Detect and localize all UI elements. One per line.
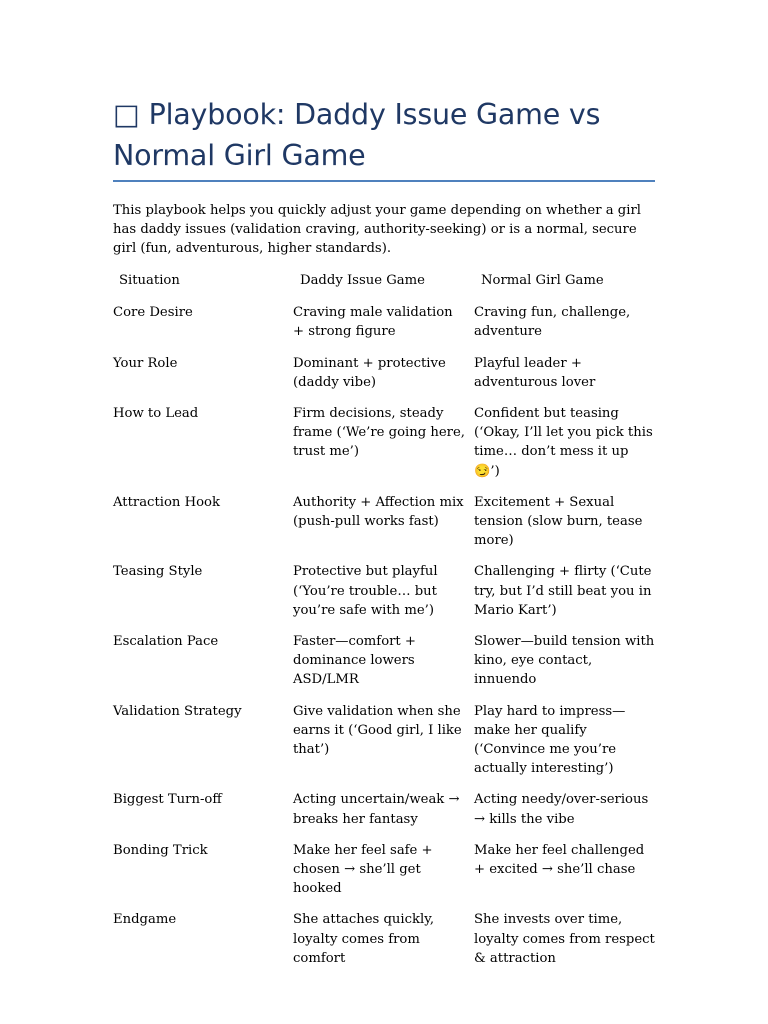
row-daddy-issue-cell: Make her feel safe + chosen → she’ll get hooked bbox=[293, 842, 433, 897]
playbook-table bbox=[113, 271, 663, 968]
row-normal-girl-cell: Play hard to impress—make her qualify (‘Convince me you’re actually interesting’) bbox=[474, 703, 626, 777]
row-situation-cell: Your Role bbox=[113, 355, 178, 371]
row-daddy-issue-cell: Give validation when she earns it (‘Good girl, I like that’) bbox=[293, 703, 462, 758]
header-situation: Situation bbox=[119, 273, 180, 288]
header-daddy-issue-game: Daddy Issue Game bbox=[300, 273, 425, 288]
row-normal-girl-cell: Acting needy/over-serious → kills the vibe bbox=[474, 792, 649, 827]
title-underline-rule bbox=[113, 180, 655, 182]
row-normal-girl-cell: Challenging + flirty (‘Cute try, but I’d still beat you in Mario Kart’) bbox=[474, 564, 652, 618]
table-row bbox=[113, 632, 663, 690]
table-row bbox=[113, 702, 663, 779]
table-row bbox=[113, 790, 663, 828]
row-daddy-issue-cell: Dominant + protective (daddy vibe) bbox=[293, 355, 446, 390]
row-normal-girl-cell: Make her feel challenged + excited → she’ll chase bbox=[474, 842, 645, 878]
table-row bbox=[113, 562, 663, 620]
row-situation-cell: Core Desire bbox=[113, 305, 193, 321]
table-row bbox=[113, 354, 663, 392]
row-situation-cell: Endgame bbox=[113, 912, 177, 928]
row-daddy-issue-cell: Firm decisions, steady frame (‘We’re going here, trust me’) bbox=[293, 406, 465, 460]
row-situation-cell: How to Lead bbox=[113, 406, 199, 422]
row-normal-girl-cell: Confident but teasing (‘Okay, I’ll let you pick this time… don’t mess it up 😏’) bbox=[474, 406, 653, 479]
row-normal-girl-cell: Craving fun, challenge, adventure bbox=[474, 305, 631, 340]
row-normal-girl-cell: She invests over time, loyalty comes from respect & attraction bbox=[474, 912, 655, 966]
row-daddy-issue-cell: Faster—comfort + dominance lowers ASD/LMR bbox=[293, 634, 416, 688]
table-row bbox=[113, 841, 663, 899]
row-situation-cell: Attraction Hook bbox=[113, 494, 220, 510]
table-row bbox=[113, 303, 663, 341]
row-daddy-issue-cell: She attaches quickly, loyalty comes from comfort bbox=[293, 912, 435, 966]
row-normal-girl-cell: Excitement + Sexual tension (slow burn, tease more) bbox=[474, 494, 643, 549]
table-header-row bbox=[113, 271, 663, 290]
row-daddy-issue-cell: Acting uncertain/weak → breaks her fantasy bbox=[293, 792, 460, 827]
row-daddy-issue-cell: Authority + Affection mix (push-pull works fast) bbox=[293, 494, 464, 530]
row-situation-cell: Teasing Style bbox=[113, 564, 203, 580]
row-situation-cell: Bonding Trick bbox=[113, 842, 208, 858]
header-normal-girl-game: Normal Girl Game bbox=[481, 273, 604, 288]
row-situation-cell: Validation Strategy bbox=[113, 703, 242, 719]
intro-paragraph: This playbook helps you quickly adjust your game depending on whether a girl has daddy issues (validation craving, authority-seeking) or is a normal, secure girl (fun, adventurous, higher standards). bbox=[113, 203, 641, 256]
document-title: □ Playbook: Daddy Issue Game vs Normal Girl Game bbox=[113, 98, 601, 172]
row-daddy-issue-cell: Protective but playful (‘You’re trouble… but you’re safe with me’) bbox=[293, 564, 438, 618]
table-row bbox=[113, 493, 663, 551]
row-situation-cell: Escalation Pace bbox=[113, 634, 219, 650]
table-row bbox=[113, 910, 663, 968]
row-daddy-issue-cell: Craving male validation + strong figure bbox=[293, 305, 453, 340]
table-row bbox=[113, 404, 663, 481]
row-situation-cell: Biggest Turn-off bbox=[113, 792, 222, 808]
row-normal-girl-cell: Slower—build tension with kino, eye contact, innuendo bbox=[474, 634, 655, 688]
row-normal-girl-cell: Playful leader + adventurous lover bbox=[474, 355, 596, 390]
